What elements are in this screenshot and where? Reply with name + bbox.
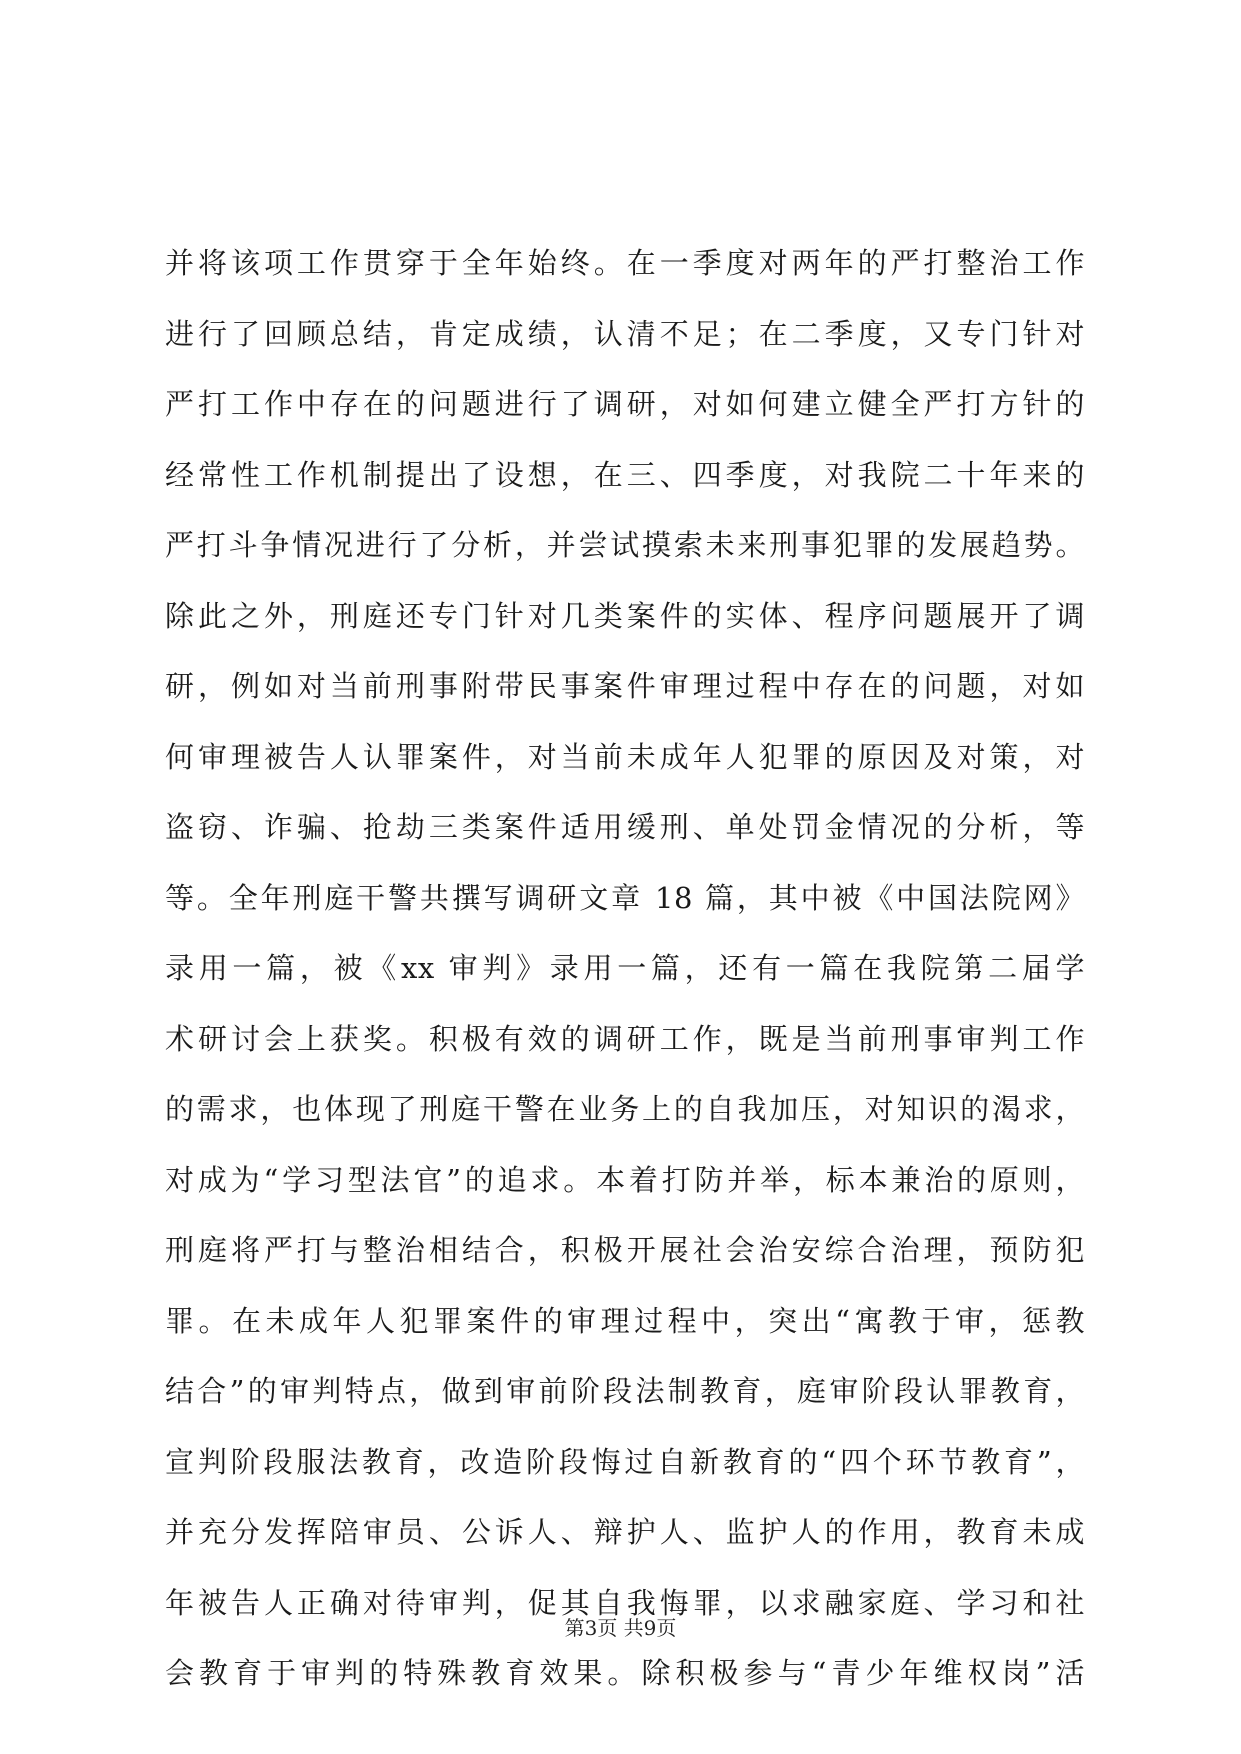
page-number-footer: 第3页 共9页 — [564, 1616, 677, 1640]
text-line: 并将该项工作贯穿于全年始终。在一季度对两年的严打整治工作 — [165, 246, 1085, 280]
text-line: 罪。在未成年人犯罪案件的审理过程中，突出“寓教于审，惩教 — [165, 1303, 1085, 1338]
text-line: 结合”的审判特点，做到审前阶段法制教育，庭审阶段认罪教育， — [165, 1374, 1085, 1408]
text-line: 等。全年刑庭干警共撰写调研文章 18 篇，其中被《中国法院网》 — [165, 880, 1085, 915]
text-line: 年被告人正确对待审判，促其自我悔罪，以求融家庭、学习和社 — [165, 1585, 1085, 1620]
text-line: 录用一篇，被《xx 审判》录用一篇，还有一篇在我院第二届学 — [165, 951, 1085, 985]
body-text — [165, 228, 1085, 1709]
text-line: 刑庭将严打与整治相结合，积极开展社会治安综合治理，预防犯 — [165, 1233, 1085, 1267]
text-line: 盗窃、诈骗、抢劫三类案件适用缓刑、单处罚金情况的分析，等 — [165, 810, 1085, 844]
text-line: 严打工作中存在的问题进行了调研，对如何建立健全严打方针的 — [165, 387, 1085, 421]
text-line: 经常性工作机制提出了设想，在三、四季度，对我院二十年来的 — [165, 457, 1085, 492]
text-line: 研，例如对当前刑事附带民事案件审理过程中存在的问题，对如 — [165, 669, 1085, 703]
text-line: 宣判阶段服法教育，改造阶段悔过自新教育的“四个环节教育”， — [165, 1444, 1085, 1479]
text-line: 术研讨会上获奖。积极有效的调研工作，既是当前刑事审判工作 — [165, 1021, 1085, 1056]
text-line: 进行了回顾总结，肯定成绩，认清不足；在二季度，又专门针对 — [165, 316, 1085, 351]
text-line: 严打斗争情况进行了分析，并尝试摸索未来刑事犯罪的发展趋势。 — [165, 528, 1085, 562]
text-line: 对成为“学习型法官”的追求。本着打防并举，标本兼治的原则， — [165, 1162, 1085, 1197]
text-line: 除此之外，刑庭还专门针对几类案件的实体、程序问题展开了调 — [165, 598, 1085, 633]
text-line: 何审理被告人认罪案件，对当前未成年人犯罪的原因及对策，对 — [165, 739, 1085, 774]
text-line: 会教育于审判的特殊教育效果。除积极参与“青少年维权岗”活 — [165, 1656, 1085, 1690]
text-line: 的需求，也体现了刑庭干警在业务上的自我加压，对知识的渴求， — [165, 1092, 1085, 1126]
text-line: 并充分发挥陪审员、公诉人、辩护人、监护人的作用，教育未成 — [165, 1515, 1085, 1549]
